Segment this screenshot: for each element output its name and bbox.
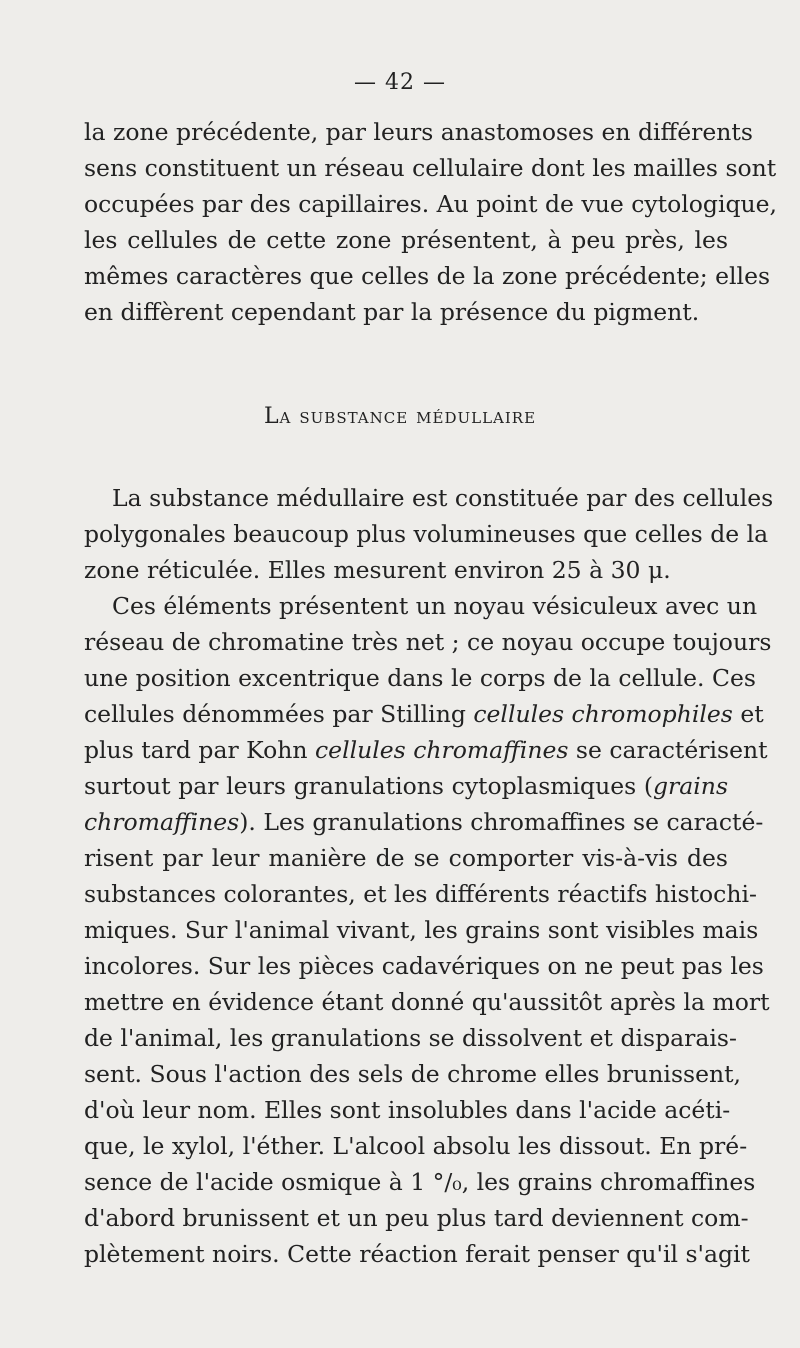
- text-line: la zone précédente, par leurs anastomoses en différents: [84, 118, 753, 146]
- text-line: miques. Sur l'animal vivant, les grains sont visibles mais: [84, 916, 759, 944]
- text-run: ). Les granulations chromaffines se caracté-: [239, 808, 764, 836]
- text-line: les cellules de cette zone présentent, à peu près, les: [84, 226, 728, 254]
- italic-term: chromaffines: [84, 808, 240, 836]
- text-line: que, le xylol, l'éther. L'alcool absolu les dissout. En pré-: [84, 1132, 748, 1160]
- text-line: [84, 696, 764, 732]
- italic-term: cellules chromophiles: [473, 700, 733, 728]
- text-line: en diffèrent cependant par la présence du pigment.: [84, 298, 700, 326]
- text-line: mêmes caractères que celles de la zone précédente; elles: [84, 262, 771, 290]
- text-line: de l'animal, les granulations se dissolvent et disparais-: [84, 1024, 737, 1052]
- text-line: d'où leur nom. Elles sont insolubles dans l'acide acéti-: [84, 1096, 731, 1124]
- text-line: d'abord brunissent et un peu plus tard deviennent com-: [84, 1204, 749, 1232]
- text-line: zone réticulée. Elles mesurent environ 25 à 30 μ.: [84, 556, 671, 584]
- text-run: cellules dénommées par Stilling: [84, 700, 474, 728]
- text-line: réseau de chromatine très net ; ce noyau occupe toujours: [84, 628, 772, 656]
- text-line: une position excentrique dans le corps de la cellule. Ces: [84, 664, 756, 692]
- italic-term: cellules chromaffines: [315, 736, 569, 764]
- text-run: surtout par leurs granulations cytoplasmiques (: [84, 772, 653, 800]
- text-line: sent. Sous l'action des sels de chrome elles brunissent,: [84, 1060, 742, 1088]
- text-line: sence de l'acide osmique à 1 °/₀, les grains chromaffines: [84, 1168, 756, 1196]
- text-line: sens constituent un réseau cellulaire dont les mailles sont: [84, 154, 777, 182]
- text-line: incolores. Sur les pièces cadavériques on ne peut pas les: [84, 952, 764, 980]
- text-line: polygonales beaucoup plus volumineuses que celles de la: [84, 520, 769, 548]
- text-run: plus tard par Kohn: [84, 736, 315, 764]
- text-line: substances colorantes, et les différents réactifs histochi-: [84, 880, 757, 908]
- text-line: plètement noirs. Cette réaction ferait penser qu'il s'agit: [84, 1240, 750, 1268]
- text-line: mettre en évidence étant donné qu'aussitôt après la mort: [84, 988, 770, 1016]
- text-line: Ces éléments présentent un noyau vésiculeux avec un: [112, 592, 758, 620]
- text-line: occupées par des capillaires. Au point de vue cytologique,: [84, 190, 778, 218]
- text-run: se caractérisent: [568, 736, 768, 764]
- section-heading: La substance médullaire: [263, 404, 537, 429]
- text-line: La substance médullaire est constituée par des cellules: [112, 484, 774, 512]
- italic-term: grains: [653, 772, 728, 800]
- text-run: et: [732, 700, 764, 728]
- text-line: risent par leur manière de se comporter vis-à-vis des: [84, 844, 728, 872]
- page-number: — 42 —: [354, 70, 446, 95]
- text-line: [84, 804, 764, 840]
- text-line: [84, 732, 768, 768]
- text-line: [84, 768, 728, 804]
